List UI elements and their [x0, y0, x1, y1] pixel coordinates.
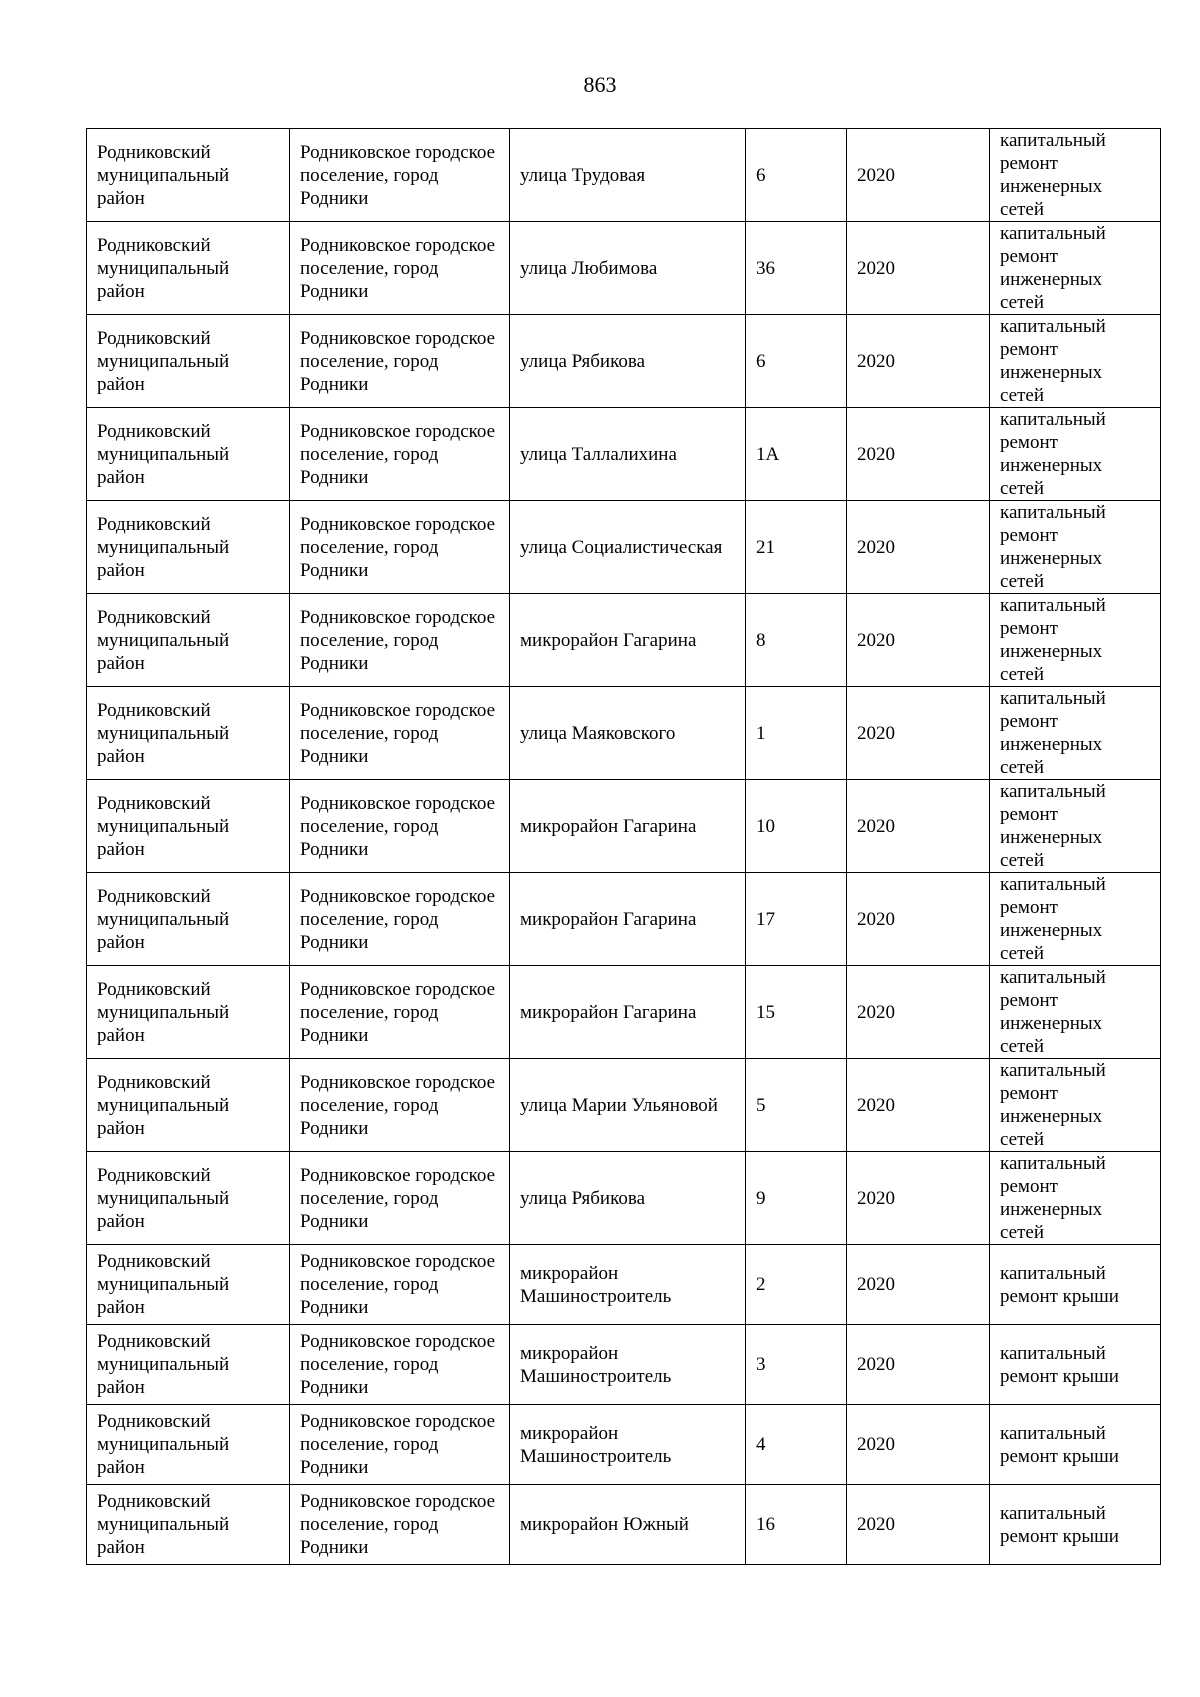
street-cell: микрорайон Машиностроитель [510, 1325, 746, 1405]
table-row [87, 1325, 1161, 1405]
street-cell: улица Таллалихина [510, 408, 746, 501]
house-number-cell: 6 [746, 315, 847, 408]
district-cell: Родниковский муниципальный район [87, 594, 290, 687]
settlement-cell: Родниковское городское поселение, город Родники [290, 501, 510, 594]
table-row [87, 222, 1161, 315]
table-row [87, 1485, 1161, 1565]
street-cell: улица Рябикова [510, 315, 746, 408]
street-cell: микрорайон Южный [510, 1485, 746, 1565]
street-cell: улица Маяковского [510, 687, 746, 780]
street-cell: улица Любимова [510, 222, 746, 315]
table-row [87, 501, 1161, 594]
year-cell: 2020 [847, 129, 990, 222]
district-cell: Родниковский муниципальный район [87, 315, 290, 408]
year-cell: 2020 [847, 780, 990, 873]
table-row [87, 129, 1161, 222]
work-type-cell: капитальный ремонт инженерных сетей [990, 966, 1161, 1059]
table-row [87, 594, 1161, 687]
table-row [87, 1059, 1161, 1152]
work-type-cell: капитальный ремонт инженерных сетей [990, 873, 1161, 966]
district-cell: Родниковский муниципальный район [87, 1325, 290, 1405]
work-type-cell: капитальный ремонт инженерных сетей [990, 129, 1161, 222]
work-type-cell: капитальный ремонт инженерных сетей [990, 222, 1161, 315]
district-cell: Родниковский муниципальный район [87, 1152, 290, 1245]
street-cell: улица Трудовая [510, 129, 746, 222]
settlement-cell: Родниковское городское поселение, город Родники [290, 1059, 510, 1152]
table-row [87, 966, 1161, 1059]
house-number-cell: 21 [746, 501, 847, 594]
district-cell: Родниковский муниципальный район [87, 1485, 290, 1565]
settlement-cell: Родниковское городское поселение, город Родники [290, 1245, 510, 1325]
house-number-cell: 4 [746, 1405, 847, 1485]
year-cell: 2020 [847, 1059, 990, 1152]
work-type-cell: капитальный ремонт инженерных сетей [990, 687, 1161, 780]
house-number-cell: 15 [746, 966, 847, 1059]
district-cell: Родниковский муниципальный район [87, 1405, 290, 1485]
street-cell: улица Социалистическая [510, 501, 746, 594]
house-number-cell: 10 [746, 780, 847, 873]
work-type-cell: капитальный ремонт инженерных сетей [990, 315, 1161, 408]
house-number-cell: 17 [746, 873, 847, 966]
year-cell: 2020 [847, 594, 990, 687]
year-cell: 2020 [847, 687, 990, 780]
table-row [87, 1152, 1161, 1245]
house-number-cell: 9 [746, 1152, 847, 1245]
settlement-cell: Родниковское городское поселение, город Родники [290, 1485, 510, 1565]
district-cell: Родниковский муниципальный район [87, 408, 290, 501]
house-number-cell: 3 [746, 1325, 847, 1405]
settlement-cell: Родниковское городское поселение, город Родники [290, 1152, 510, 1245]
year-cell: 2020 [847, 1245, 990, 1325]
house-number-cell: 1 [746, 687, 847, 780]
settlement-cell: Родниковское городское поселение, город Родники [290, 594, 510, 687]
work-type-cell: капитальный ремонт инженерных сетей [990, 594, 1161, 687]
table-row [87, 315, 1161, 408]
settlement-cell: Родниковское городское поселение, город Родники [290, 129, 510, 222]
house-number-cell: 2 [746, 1245, 847, 1325]
settlement-cell: Родниковское городское поселение, город Родники [290, 315, 510, 408]
settlement-cell: Родниковское городское поселение, город Родники [290, 873, 510, 966]
district-cell: Родниковский муниципальный район [87, 966, 290, 1059]
work-type-cell: капитальный ремонт крыши [990, 1405, 1161, 1485]
street-cell: микрорайон Гагарина [510, 873, 746, 966]
year-cell: 2020 [847, 315, 990, 408]
work-type-cell: капитальный ремонт крыши [990, 1485, 1161, 1565]
district-cell: Родниковский муниципальный район [87, 873, 290, 966]
table-row [87, 687, 1161, 780]
work-type-cell: капитальный ремонт инженерных сетей [990, 408, 1161, 501]
year-cell: 2020 [847, 408, 990, 501]
district-cell: Родниковский муниципальный район [87, 1059, 290, 1152]
work-type-cell: капитальный ремонт инженерных сетей [990, 780, 1161, 873]
district-cell: Родниковский муниципальный район [87, 501, 290, 594]
street-cell: улица Марии Ульяновой [510, 1059, 746, 1152]
settlement-cell: Родниковское городское поселение, город Родники [290, 687, 510, 780]
year-cell: 2020 [847, 1325, 990, 1405]
settlement-cell: Родниковское городское поселение, город Родники [290, 780, 510, 873]
district-cell: Родниковский муниципальный район [87, 687, 290, 780]
street-cell: микрорайон Гагарина [510, 780, 746, 873]
year-cell: 2020 [847, 222, 990, 315]
house-number-cell: 8 [746, 594, 847, 687]
settlement-cell: Родниковское городское поселение, город Родники [290, 966, 510, 1059]
settlement-cell: Родниковское городское поселение, город Родники [290, 408, 510, 501]
district-cell: Родниковский муниципальный район [87, 1245, 290, 1325]
table-row [87, 873, 1161, 966]
year-cell: 2020 [847, 1152, 990, 1245]
house-number-cell: 5 [746, 1059, 847, 1152]
settlement-cell: Родниковское городское поселение, город Родники [290, 1325, 510, 1405]
work-type-cell: капитальный ремонт инженерных сетей [990, 1152, 1161, 1245]
table-row [87, 408, 1161, 501]
settlement-cell: Родниковское городское поселение, город Родники [290, 222, 510, 315]
street-cell: улица Рябикова [510, 1152, 746, 1245]
work-type-cell: капитальный ремонт крыши [990, 1245, 1161, 1325]
street-cell: микрорайон Гагарина [510, 966, 746, 1059]
year-cell: 2020 [847, 501, 990, 594]
district-cell: Родниковский муниципальный район [87, 222, 290, 315]
year-cell: 2020 [847, 1405, 990, 1485]
year-cell: 2020 [847, 966, 990, 1059]
house-number-cell: 6 [746, 129, 847, 222]
district-cell: Родниковский муниципальный район [87, 129, 290, 222]
work-type-cell: капитальный ремонт инженерных сетей [990, 501, 1161, 594]
housing-repair-table [86, 128, 1161, 1565]
year-cell: 2020 [847, 1485, 990, 1565]
table-row [87, 780, 1161, 873]
house-number-cell: 36 [746, 222, 847, 315]
settlement-cell: Родниковское городское поселение, город Родники [290, 1405, 510, 1485]
street-cell: микрорайон Машиностроитель [510, 1245, 746, 1325]
work-type-cell: капитальный ремонт инженерных сетей [990, 1059, 1161, 1152]
work-type-cell: капитальный ремонт крыши [990, 1325, 1161, 1405]
district-cell: Родниковский муниципальный район [87, 780, 290, 873]
table-body [87, 129, 1161, 1565]
year-cell: 2020 [847, 873, 990, 966]
house-number-cell: 1А [746, 408, 847, 501]
house-number-cell: 16 [746, 1485, 847, 1565]
page-number: 863 [583, 72, 617, 97]
table-row [87, 1245, 1161, 1325]
street-cell: микрорайон Гагарина [510, 594, 746, 687]
table-row [87, 1405, 1161, 1485]
street-cell: микрорайон Машиностроитель [510, 1405, 746, 1485]
